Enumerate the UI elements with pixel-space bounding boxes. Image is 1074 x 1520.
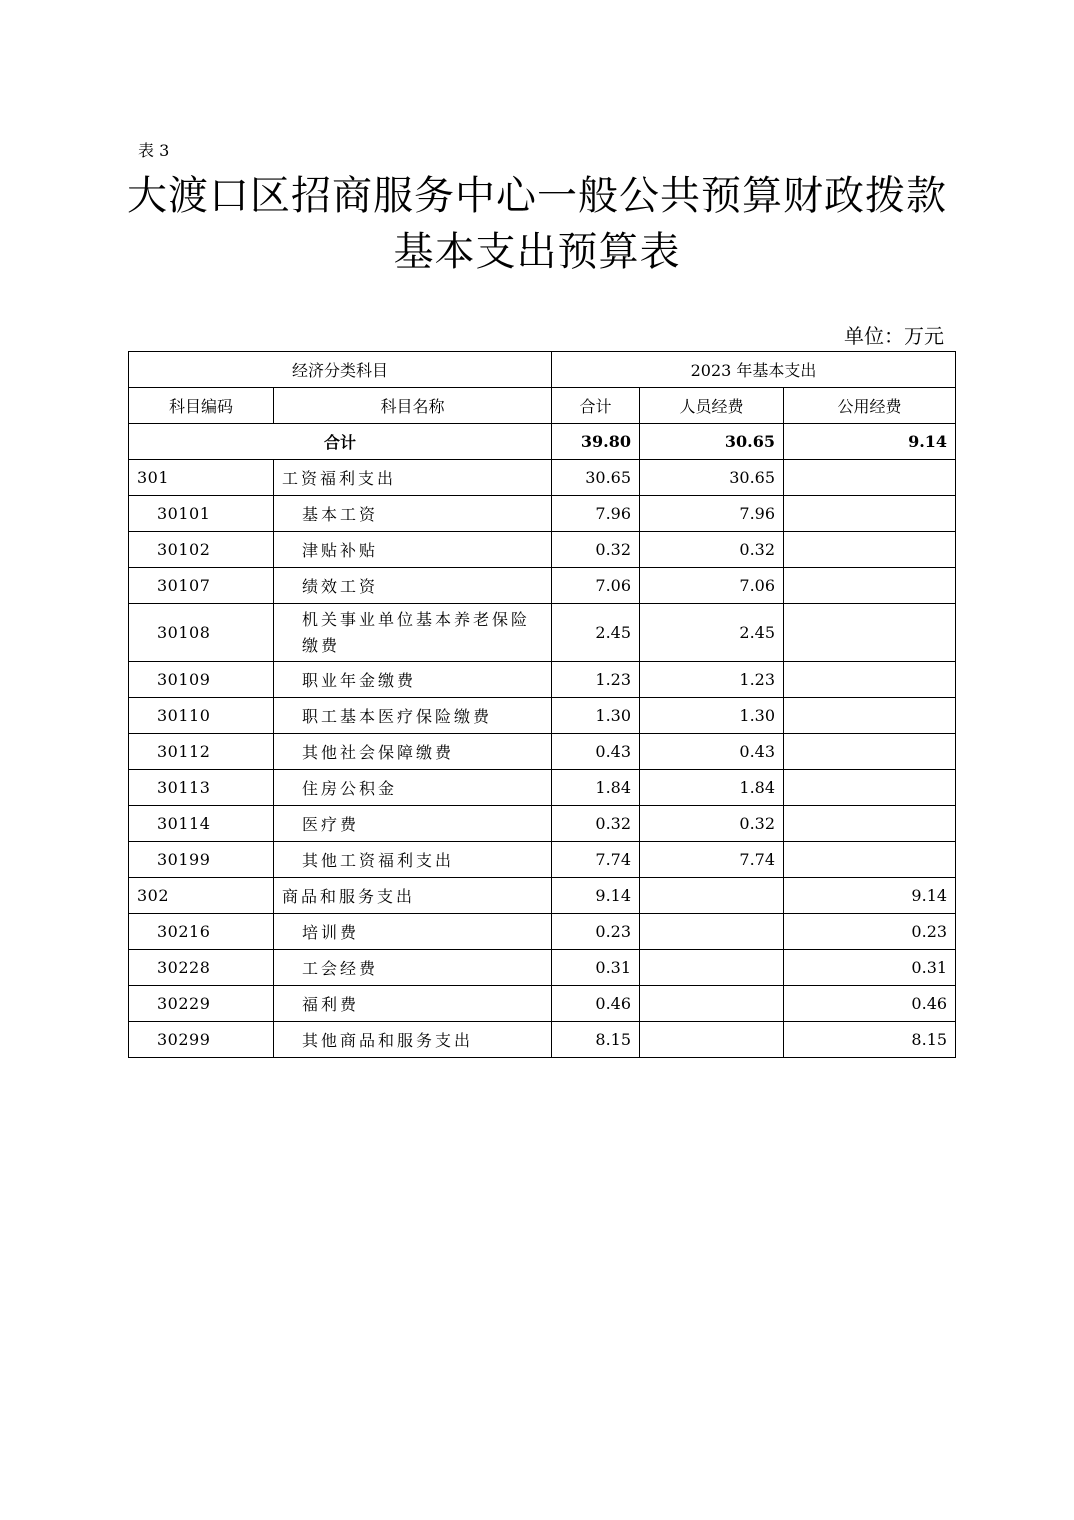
subject-name-cell: 绩效工资	[274, 568, 552, 604]
personnel-expense-cell: 0.32	[640, 532, 784, 568]
personnel-expense-cell: 1.23	[640, 662, 784, 698]
table-row	[129, 604, 956, 662]
subject-code-cell: 30299	[129, 1022, 274, 1058]
personnel-expense-cell: 7.06	[640, 568, 784, 604]
total-amount-cell: 7.96	[552, 496, 640, 532]
subject-name-cell: 商品和服务支出	[274, 878, 552, 914]
public-expense-cell	[784, 532, 956, 568]
table-row	[129, 806, 956, 842]
page-title-line1: 大渡口区招商服务中心一般公共预算财政拨款	[127, 173, 947, 219]
personnel-expense-cell: 0.32	[640, 806, 784, 842]
table-row	[129, 914, 956, 950]
personnel-expense-cell: 7.96	[640, 496, 784, 532]
table-number-label: 表 3	[138, 141, 170, 160]
subject-code-cell: 30114	[129, 806, 274, 842]
subject-code-cell: 30229	[129, 986, 274, 1022]
table-row	[129, 986, 956, 1022]
public-expense-cell	[784, 460, 956, 496]
personnel-expense-cell	[640, 914, 784, 950]
total-label: 合计	[129, 424, 552, 460]
header-personnel-expense: 人员经费	[640, 388, 784, 424]
total-public: 9.14	[784, 424, 956, 460]
subject-code-cell: 30228	[129, 950, 274, 986]
header-public-expense: 公用经费	[784, 388, 956, 424]
table-row	[129, 496, 956, 532]
personnel-expense-cell	[640, 986, 784, 1022]
header-basic-expenditure-2023: 2023 年基本支出	[552, 352, 956, 388]
table-row	[129, 698, 956, 734]
subject-code-cell: 30102	[129, 532, 274, 568]
subject-name-cell: 机关事业单位基本养老保险缴费	[274, 604, 552, 662]
total-amount-cell: 0.31	[552, 950, 640, 986]
subject-code-cell: 30101	[129, 496, 274, 532]
public-expense-cell	[784, 698, 956, 734]
public-expense-cell: 9.14	[784, 878, 956, 914]
total-amount-cell: 0.23	[552, 914, 640, 950]
subject-code-cell: 30108	[129, 604, 274, 662]
total-amount-cell: 7.06	[552, 568, 640, 604]
total-row	[129, 424, 956, 460]
personnel-expense-cell	[640, 1022, 784, 1058]
public-expense-cell	[784, 734, 956, 770]
total-amount: 39.80	[552, 424, 640, 460]
total-amount-cell: 9.14	[552, 878, 640, 914]
table-row	[129, 568, 956, 604]
public-expense-cell	[784, 604, 956, 662]
subject-name-cell: 其他工资福利支出	[274, 842, 552, 878]
personnel-expense-cell: 7.74	[640, 842, 784, 878]
table-row	[129, 842, 956, 878]
total-amount-cell: 1.84	[552, 770, 640, 806]
header-economic-classification: 经济分类科目	[129, 352, 552, 388]
public-expense-cell	[784, 770, 956, 806]
table-row	[129, 950, 956, 986]
table-row	[129, 662, 956, 698]
subject-code-cell: 301	[129, 460, 274, 496]
table-row	[129, 770, 956, 806]
subject-code-cell: 30113	[129, 770, 274, 806]
subject-code-cell: 30112	[129, 734, 274, 770]
header-subject-code: 科目编码	[129, 388, 274, 424]
public-expense-cell	[784, 662, 956, 698]
total-amount-cell: 0.32	[552, 532, 640, 568]
subject-name-cell: 福利费	[274, 986, 552, 1022]
table-row	[129, 734, 956, 770]
total-amount-cell: 8.15	[552, 1022, 640, 1058]
subject-name-cell: 工会经费	[274, 950, 552, 986]
total-amount-cell: 2.45	[552, 604, 640, 662]
subject-code-cell: 30107	[129, 568, 274, 604]
subject-name-cell: 基本工资	[274, 496, 552, 532]
total-personnel: 30.65	[640, 424, 784, 460]
table-row	[129, 1022, 956, 1058]
subject-name-cell: 工资福利支出	[274, 460, 552, 496]
subject-name-cell: 培训费	[274, 914, 552, 950]
public-expense-cell	[784, 496, 956, 532]
table-row	[129, 532, 956, 568]
subject-name-cell: 其他商品和服务支出	[274, 1022, 552, 1058]
header-total: 合计	[552, 388, 640, 424]
total-amount-cell: 0.46	[552, 986, 640, 1022]
budget-table	[128, 351, 956, 1058]
unit-label: 单位：万元	[844, 324, 944, 348]
personnel-expense-cell: 2.45	[640, 604, 784, 662]
header-group-row	[129, 352, 956, 388]
total-amount-cell: 0.32	[552, 806, 640, 842]
public-expense-cell: 0.46	[784, 986, 956, 1022]
header-column-row	[129, 388, 956, 424]
public-expense-cell	[784, 842, 956, 878]
total-amount-cell: 1.30	[552, 698, 640, 734]
public-expense-cell: 0.31	[784, 950, 956, 986]
table-row	[129, 460, 956, 496]
public-expense-cell	[784, 806, 956, 842]
subject-name-cell: 津贴补贴	[274, 532, 552, 568]
total-amount-cell: 0.43	[552, 734, 640, 770]
subject-code-cell: 30216	[129, 914, 274, 950]
subject-code-cell: 302	[129, 878, 274, 914]
total-amount-cell: 1.23	[552, 662, 640, 698]
total-amount-cell: 30.65	[552, 460, 640, 496]
personnel-expense-cell: 1.30	[640, 698, 784, 734]
public-expense-cell	[784, 568, 956, 604]
subject-code-cell: 30110	[129, 698, 274, 734]
public-expense-cell: 8.15	[784, 1022, 956, 1058]
public-expense-cell: 0.23	[784, 914, 956, 950]
table-row	[129, 878, 956, 914]
personnel-expense-cell: 1.84	[640, 770, 784, 806]
subject-code-cell: 30199	[129, 842, 274, 878]
personnel-expense-cell	[640, 878, 784, 914]
total-amount-cell: 7.74	[552, 842, 640, 878]
subject-name-cell: 医疗费	[274, 806, 552, 842]
subject-name-cell: 职工基本医疗保险缴费	[274, 698, 552, 734]
page-title-line2: 基本支出预算表	[393, 229, 681, 275]
subject-name-cell: 住房公积金	[274, 770, 552, 806]
personnel-expense-cell: 0.43	[640, 734, 784, 770]
personnel-expense-cell: 30.65	[640, 460, 784, 496]
header-subject-name: 科目名称	[274, 388, 552, 424]
personnel-expense-cell	[640, 950, 784, 986]
subject-name-cell: 职业年金缴费	[274, 662, 552, 698]
subject-name-cell: 其他社会保障缴费	[274, 734, 552, 770]
subject-code-cell: 30109	[129, 662, 274, 698]
